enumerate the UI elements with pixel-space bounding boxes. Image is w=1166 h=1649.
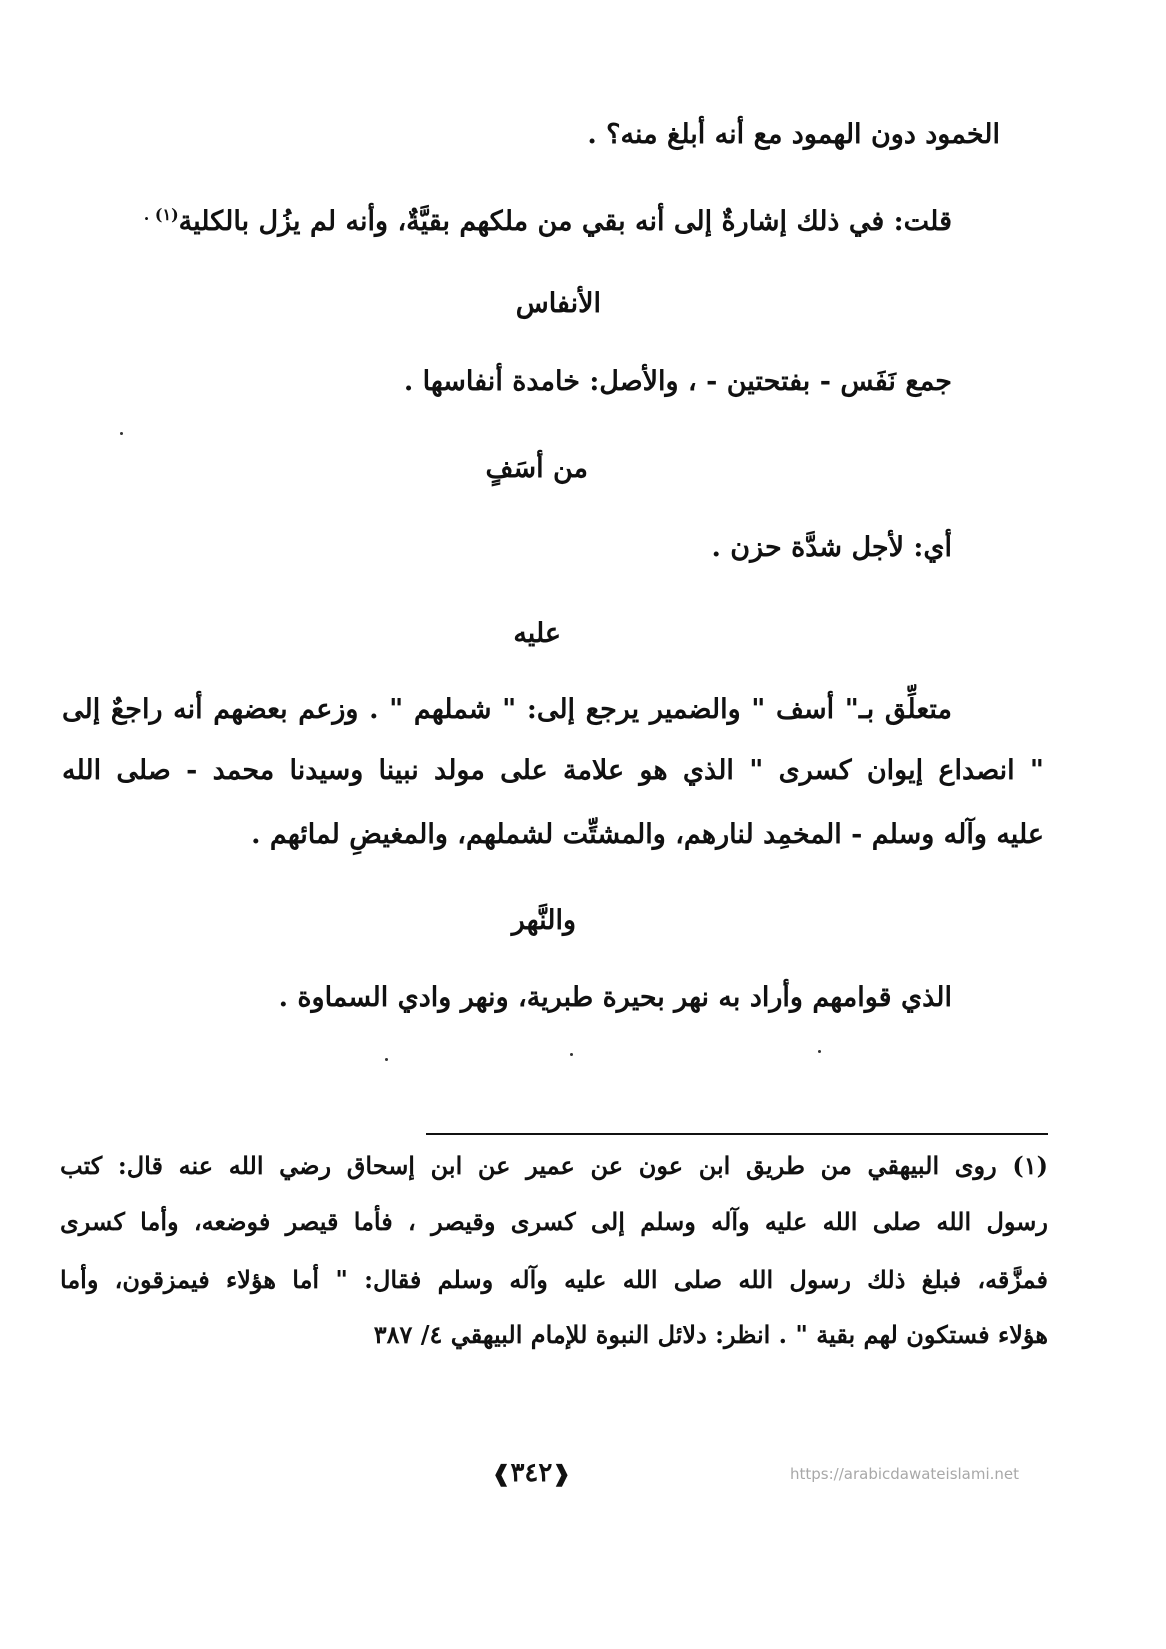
text-line-2 <box>144 195 952 242</box>
heading-wal-nahr: والنَّهر <box>511 905 576 936</box>
text-line-7: عليه وآله وسلم - المخمِد لنارهم، والمشتِّت لشملهم، والمغيضِ لمائهم . <box>251 819 1044 850</box>
ornament-left-icon: ❱ <box>492 1461 511 1487</box>
page-number-value: ٣٤٢ <box>510 1458 553 1488</box>
text-line-6: " انصداع إيوان كسرى " الذي هو علامة على مولد نبينا وسيدنا محمد - صلى الله <box>62 755 1044 786</box>
ornament-right-icon: ❰ <box>552 1461 571 1487</box>
text-line-1: الخمود دون الهمود مع أنه أبلغ منه؟ . <box>587 119 1000 150</box>
heading-anfas: الأنفاس <box>515 288 601 319</box>
scan-speck <box>570 1053 573 1056</box>
text-line-4: أي: لأجل شدَّة حزن . <box>711 532 952 563</box>
footnote-reference: (١) . <box>143 205 179 224</box>
scan-speck <box>120 432 123 435</box>
footnote-separator <box>426 1133 1048 1135</box>
scan-speck <box>818 1050 821 1053</box>
text-line-5: متعلِّق بـ" أسف " والضمير يرجع إلى: " شملهم " . وزعم بعضهم أنه راجعٌ إلى <box>62 694 952 725</box>
heading-alayh: عليه <box>513 618 561 649</box>
text-line-3: جمع نَفَس - بفتحتين - ، والأصل: خامدة أنفاسها . <box>403 366 952 397</box>
text-line-8: الذي قوامهم وأراد به نهر بحيرة طبرية، ونهر وادي السماوة . <box>278 982 952 1013</box>
footnote-line-4: هؤلاء فستكون لهم بقية " . انظر: دلائل النبوة للإمام البيهقي ٤/ ٣٨٧ <box>373 1320 1048 1349</box>
text-line-2-body: قلت: في ذلك إشارةٌ إلى أنه بقي من ملكهم بقيَّةٌ، وأنه لم يزُل بالكلية <box>178 206 952 237</box>
scan-speck <box>385 1058 388 1061</box>
page-number <box>492 1458 571 1488</box>
footnote-line-1: (١) روى البيهقي من طريق ابن عون عن عمير عن ابن إسحاق رضي الله عنه قال: كتب <box>60 1151 1048 1180</box>
watermark-url: https://arabicdawateislami.net <box>790 1465 1020 1483</box>
heading-min-asaf: من أسَفٍ <box>485 453 588 484</box>
footnote-line-2: رسول الله صلى الله عليه وآله وسلم إلى كسرى وقيصر ، فأما قيصر فوضعه، وأما كسرى <box>60 1207 1048 1236</box>
footnote-line-3: فمزَّقه، فبلغ ذلك رسول الله صلى الله عليه وآله وسلم فقال: " أما هؤلاء فيمزقون، وأما <box>60 1265 1048 1294</box>
